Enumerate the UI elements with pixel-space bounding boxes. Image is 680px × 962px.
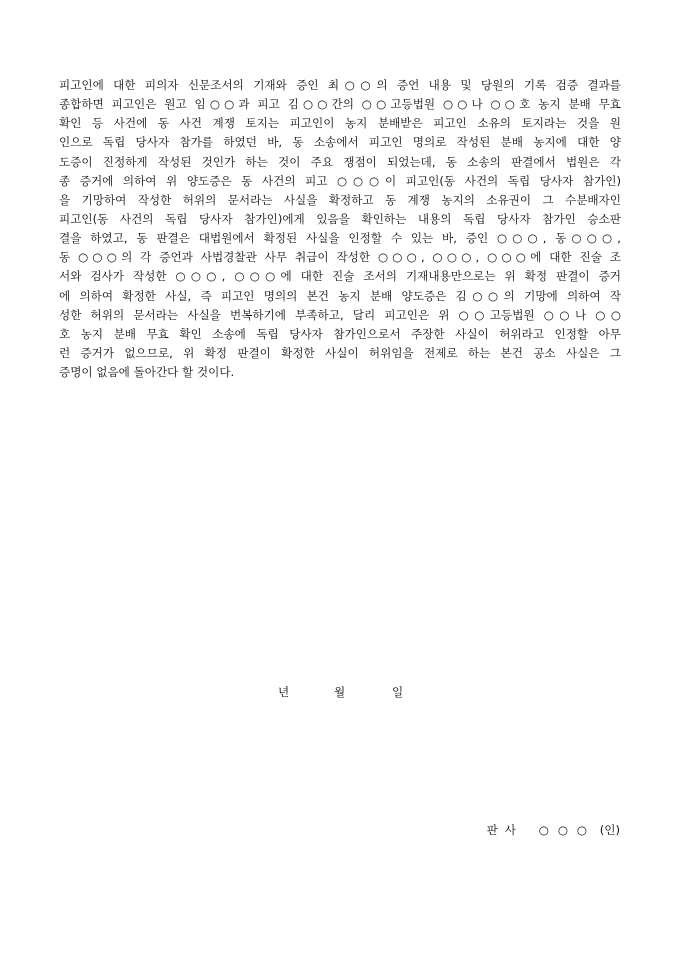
paragraph-line: 피고인에 대한 피의자 신문조서의 기재와 증인 최○○의 증언 내용 및 당원의 기록 검증 결과를 [59,78,621,92]
paragraph-line: 인으로 독립 당사자 참가를 하였던 바, 동 소송에서 피고인 명의로 작성된 분배 농지에 대한 양 [59,135,621,150]
paragraph-line: 호 농지 분배 무효 확인 소송에 독립 당사자 참가인으로서 주장한 사실이 허위라고 인정할 아무 [59,326,621,341]
paragraph-line: 결을 하였고, 동 판결은 대법원에서 확정된 사실을 인정할 수 있는 바, 증인 ○○○, 동○○○, [59,231,621,246]
paragraph-line: 피고인(동 사건의 독립 당사자 참가인)에게 있음을 확인하는 내용의 독립 당사자 참가인 승소판 [59,211,621,226]
paragraph-line: 종합하면 피고인은 원고 임○○과 피고 김○○간의 ○○고등법원 ○○나 ○○호 농지 분배 무효 [59,97,621,112]
paragraph-line: 에 의하여 확정한 사실, 즉 피고인 명의의 본건 농지 분배 양도증은 김○○의 기망에 의하여 작 [59,288,621,303]
date-day-label: 일 [392,685,404,699]
paragraph-line: 성한 허위의 문서라는 사실을 번복하기에 부족하고, 달리 피고인은 위 ○○고등법원 ○○나 ○○ [59,307,621,322]
date-year-label: 년 [278,685,290,699]
paragraph-line: 런 증거가 없으므로, 위 확정 판결이 확정한 사실이 허위임을 전제로 하는 본건 공소 사실은 그 [59,345,621,360]
seal-mark: (인) [599,823,620,837]
paragraph-line: 도증이 진정하게 작성된 것인가 하는 것이 주요 쟁점이 되었는데, 동 소송의 판결에서 법원은 각 [59,154,621,169]
paragraph-line: 서와 검사가 작성한 ○○○, ○○○에 대한 진술 조서의 기재내용만으로는 위 확정 판결이 증거 [59,269,621,284]
date-line [270,682,410,702]
judge-signature [487,820,620,840]
judge-title: 판사 [486,823,524,837]
paragraph-line: 증명이 없음에 돌아간다 할 것이다. [59,365,235,380]
paragraph-line: 을 기망하여 작성한 허위의 문서라는 사실을 확정하고 동 계쟁 농지의 소유권이 그 수분배자인 [59,192,621,207]
paragraph-line: 확인 등 사건에 동 사건 계쟁 토지는 피고인이 농지 분배받은 피고인 소유의 토지라는 것을 원 [59,116,621,131]
date-month-label: 월 [334,685,346,699]
paragraph-line: 동 ○○○의 각 증언과 사법경찰관 사무 취급이 작성한 ○○○, ○○○, ○○○에 대한 진술 조 [59,250,621,265]
judge-name: ○○○ [538,823,597,837]
paragraph-line: 종 증거에 의하여 위 양도증은 동 사건의 피고 ○○○이 피고인(동 사건의 독립 당사자 참가인) [59,173,621,188]
judgment-reasoning-paragraph [59,76,621,382]
